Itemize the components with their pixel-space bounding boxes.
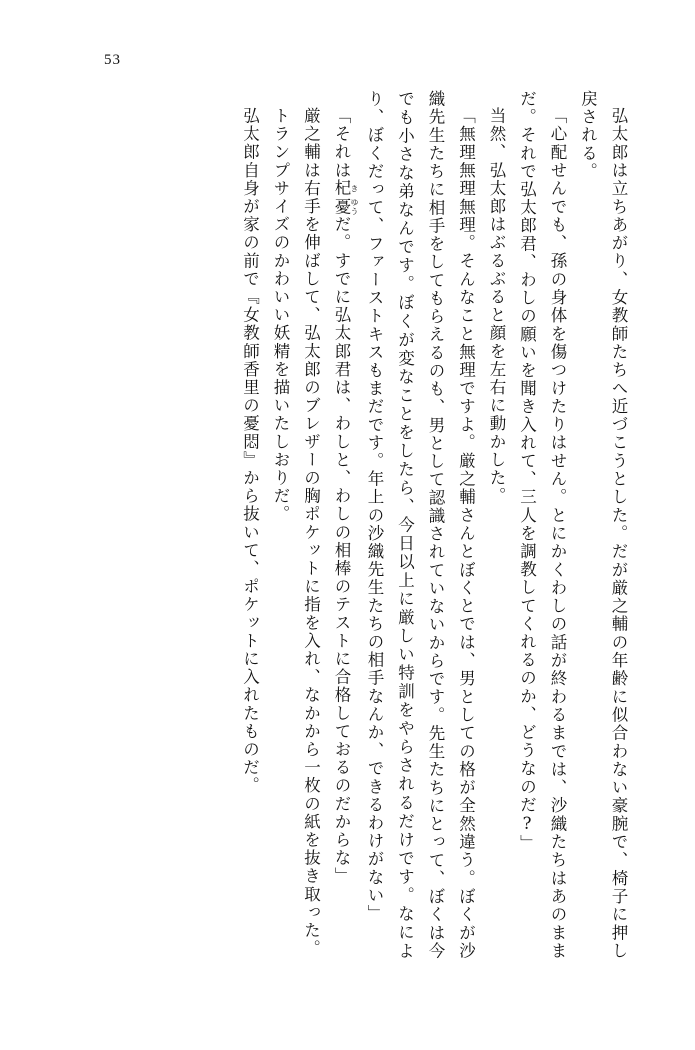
paragraph-4: 「無理無理無理。そんなこと無理ですよ。厳之輔さんとぼくとでは、男としての格が全然違う。ぼくが沙織先生たちに相手をしてもらえるのも、男として認識されていないからです。先生たちにとって、ぼくは今でも小さな弟なんです。ぼくが変なことをしたら、今日以上に厳しい特訓をやらされるだけです。なにより、ぼくだって、ファーストキスもまだです。年上の沙織先生たちの相手なんか、できるわけがない」 — [365, 90, 476, 960]
page-body-text — [73, 90, 633, 960]
page-number: 53 — [104, 52, 121, 68]
paragraph-5: 「それは杞 き憂 ゆうだ。すでに弘太郎君は、わしと、わしの相棒のテストに合格しておるのだからな」 — [332, 107, 359, 886]
paragraph-6: 厳之輔は右手を伸ばして、弘太郎のブレザーの胸ポケットに指を入れ、なかから一枚の紙を抜き取った。 — [301, 107, 321, 958]
ruby-reading: ゆう — [350, 197, 359, 216]
paragraph-1: 弘太郎は立ちあがり、女教師たちへ近づこうとした。だが厳之輔の年齢に似合わない豪腕で、椅子に押し戻される。 — [578, 90, 628, 960]
ruby-reading: き — [350, 179, 359, 198]
paragraph-8: 弘太郎自身が家の前で『女教師香里の憂悶』から抜いて、ポケットに入れたものだ。 — [240, 107, 260, 795]
ruby-杞: 杞 き — [332, 179, 359, 198]
paragraph-3: 当然、弘太郎はぶるぶると顔を左右に動かした。 — [487, 107, 506, 506]
ruby-憂: 憂 ゆう — [332, 197, 359, 216]
paragraph-2: 「心配せんでも、孫の身体を傷つけたりはせん。とにかくわしの話が終わるまでは、沙織たちはあのままだ。それで弘太郎君、わしの願いを聞き入れて、三人を調教してくれるのか、どうなのだ?」 — [517, 90, 567, 960]
paragraph-7: トランプサイズのかわいい妖精を描いたしおりだ。 — [271, 107, 290, 524]
